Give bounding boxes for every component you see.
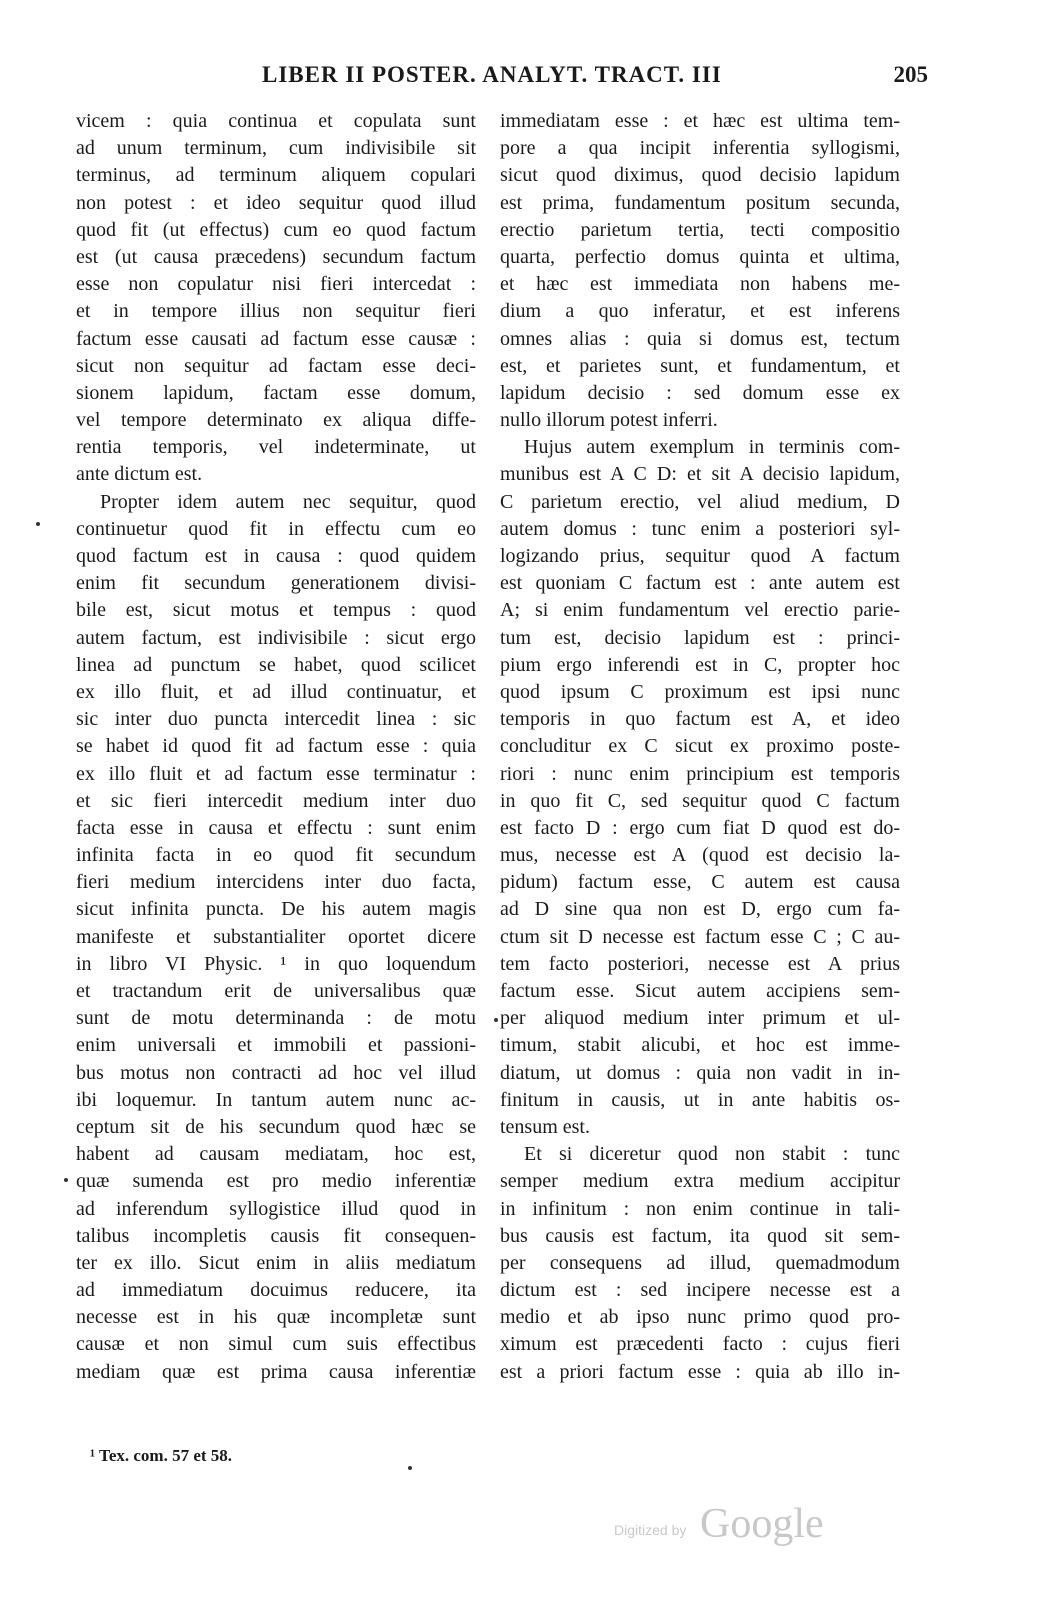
- text-line: et hæc est immediata non habens me-: [500, 273, 900, 296]
- right-text-column: [500, 108, 900, 1386]
- digitized-watermark: [614, 1500, 844, 1550]
- text-line: habent ad causam mediatam, hoc est,: [76, 1143, 476, 1166]
- text-line: est prima, fundamentum positum secunda,: [500, 191, 900, 214]
- text-line: C parietum erectio, vel aliud medium, D: [500, 490, 900, 513]
- text-line: ad immediatum docuimus reducere, ita: [76, 1279, 476, 1302]
- text-line: dium a quo inferatur, et est inferens: [500, 300, 900, 323]
- text-line: sicut infinita puncta. De his autem magis: [76, 898, 476, 921]
- text-line: quod factum est in causa : quod quidem: [76, 545, 476, 567]
- text-line: nullo illorum potest inferri.: [500, 409, 718, 432]
- text-line: est, et parietes sunt, et fundamentum, et: [500, 354, 900, 377]
- text-line: non potest : et ideo sequitur quod illud: [76, 191, 476, 214]
- text-line: vicem : quia continua et copulata sunt: [76, 110, 476, 132]
- left-text-column: [76, 108, 476, 1386]
- text-line: facta esse in causa et effectu : sunt enim: [76, 816, 476, 839]
- text-line: tensum est.: [500, 1115, 590, 1138]
- text-line: bus motus non contracti ad hoc vel illud: [76, 1061, 476, 1084]
- text-line: bile est, sicut motus et tempus : quod: [76, 599, 476, 622]
- text-line: mus, necesse est A (quod est decisio la-: [500, 844, 900, 867]
- speck: [408, 1466, 412, 1470]
- watermark-logo-text: Google: [700, 1501, 824, 1547]
- text-line: in quo fit C, sed sequitur quod C factum: [500, 789, 900, 812]
- text-line: esse non copulatur nisi fieri intercedat :: [76, 273, 476, 296]
- text-line: Hujus autem exemplum in terminis com-: [524, 436, 900, 459]
- text-line: sic inter duo puncta intercedit linea : sic: [76, 708, 476, 731]
- text-line: quod fit (ut effectus) cum eo quod factum: [76, 218, 476, 241]
- text-line: pore a qua incipit inferentia syllogismi,: [500, 137, 900, 160]
- text-line: semper medium extra medium accipitur: [500, 1170, 900, 1193]
- text-line: factum esse causati ad factum esse causæ :: [76, 327, 476, 350]
- text-line: ximum est præcedenti facto : cujus fieri: [500, 1333, 900, 1356]
- text-line: erectio parietum tertia, tecti compositio: [500, 218, 900, 241]
- text-line: omnes alias : quia si domus est, tectum: [500, 327, 900, 350]
- text-line: ex illo fluit et ad factum esse terminatur :: [76, 762, 476, 785]
- text-line: autem domus : tunc enim a posteriori syl-: [500, 517, 900, 540]
- text-line: rentia temporis, vel indeterminate, ut: [76, 436, 476, 459]
- text-line: ad inferendum syllogistice illud quod in: [76, 1197, 476, 1220]
- text-line: est quoniam C factum est : ante autem est: [500, 572, 900, 595]
- text-line: talibus incompletis causis fit consequen-: [76, 1224, 476, 1247]
- text-line: tem facto posteriori, necesse est A prius: [500, 952, 900, 975]
- footnote: ¹ Tex. com. 57 et 58.: [90, 1446, 233, 1465]
- text-line: linea ad punctum se habet, quod scilicet: [76, 653, 476, 676]
- text-line: est a priori factum esse : quia ab illo in-: [500, 1360, 900, 1383]
- text-line: et tractandum erit de universalibus quæ: [76, 980, 476, 1002]
- text-line: munibus est A C D: et sit A decisio lapidum,: [500, 463, 900, 486]
- text-line: in libro VI Physic. ¹ in quo loquendum: [76, 952, 476, 975]
- text-line: ter ex illo. Sicut enim in aliis mediatum: [76, 1251, 476, 1274]
- text-line: sicut non sequitur ad factam esse deci-: [76, 354, 476, 377]
- text-line: per consequens ad illud, quemadmodum: [500, 1251, 900, 1274]
- text-line: concluditur ex C sicut ex proximo poste-: [500, 735, 900, 758]
- text-line: quarta, perfectio domus quinta et ultima,: [500, 245, 900, 268]
- text-line: vel tempore determinato ex aliqua diffe-: [76, 409, 476, 432]
- text-line: quæ sumenda est pro medio inferentiæ: [76, 1170, 476, 1193]
- text-line: factum esse. Sicut autem accipiens sem-: [500, 980, 900, 1002]
- text-line: timum, stabit alicubi, et hoc est imme-: [500, 1034, 900, 1057]
- text-line: diatum, ut domus : quia non vadit in in-: [500, 1061, 900, 1084]
- text-line: logizando prius, sequitur quod A factum: [500, 545, 900, 567]
- text-line: ante dictum est.: [76, 463, 203, 486]
- text-line: est facto D : ergo cum fiat D quod est do-: [500, 816, 900, 839]
- text-line: ad D sine qua non est D, ergo cum fa-: [500, 898, 900, 921]
- text-line: Propter idem autem nec sequitur, quod: [100, 490, 476, 513]
- text-line: temporis in quo factum est A, et ideo: [500, 708, 900, 731]
- text-line: tum est, decisio lapidum est : princi-: [500, 626, 900, 649]
- text-line: infinita facta in eo quod fit secundum: [76, 844, 476, 867]
- speck: [64, 1178, 68, 1182]
- text-line: ad unum terminum, cum indivisibile sit: [76, 137, 476, 160]
- text-line: ibi loquemur. In tantum autem nunc ac-: [76, 1088, 476, 1111]
- text-line: causæ et non simul cum suis effectibus: [76, 1333, 476, 1356]
- text-line: ceptum sit de his secundum quod hæc se: [76, 1115, 476, 1138]
- text-line: mediam quæ est prima causa inferentiæ: [76, 1360, 476, 1383]
- text-line: ex illo fluit, et ad illud continuatur, et: [76, 680, 476, 703]
- speck: [494, 1018, 498, 1022]
- text-line: pidum) factum esse, C autem est causa: [500, 871, 900, 894]
- text-line: fieri medium intercidens inter duo facta,: [76, 871, 476, 894]
- text-line: enim fit secundum generationem divisi-: [76, 572, 476, 595]
- text-line: A; si enim fundamentum vel erectio parie-: [500, 599, 900, 622]
- text-line: medio et ab ipso nunc primo quod pro-: [500, 1306, 900, 1329]
- text-line: dictum est : sed incipere necesse est a: [500, 1279, 900, 1302]
- text-line: necesse est in his quæ incompletæ sunt: [76, 1306, 476, 1329]
- text-line: terminus, ad terminum aliquem copulari: [76, 164, 476, 187]
- page-header: [0, 62, 1048, 96]
- text-line: et in tempore illius non sequitur fieri: [76, 300, 476, 323]
- text-line: per aliquod medium inter primum et ul-: [500, 1007, 900, 1030]
- page-number: 205: [893, 62, 928, 87]
- text-line: immediatam esse : et hæc est ultima tem-: [500, 110, 900, 132]
- text-line: bus causis est factum, ita quod sit sem-: [500, 1224, 900, 1247]
- text-line: est (ut causa præcedens) secundum factum: [76, 245, 476, 268]
- text-line: lapidum decisio : sed domum esse ex: [500, 381, 900, 404]
- text-line: sionem lapidum, factam esse domum,: [76, 381, 476, 404]
- text-line: quod ipsum C proximum est ipsi nunc: [500, 680, 900, 703]
- text-line: se habet id quod fit ad factum esse : quia: [76, 735, 476, 758]
- text-line: sunt de motu determinanda : de motu: [76, 1007, 476, 1030]
- text-line: in infinitum : non enim continue in tali-: [500, 1197, 900, 1220]
- text-line: continuetur quod fit in effectu cum eo: [76, 517, 476, 540]
- text-line: et sic fieri intercedit medium inter duo: [76, 789, 476, 812]
- watermark-small-text: Digitized by: [614, 1522, 687, 1538]
- text-line: autem factum, est indivisibile : sicut ergo: [76, 626, 476, 649]
- text-line: enim universali et immobili et passioni-: [76, 1034, 476, 1057]
- text-line: finitum in causis, ut in ante habitis os-: [500, 1088, 900, 1111]
- speck: [36, 522, 40, 526]
- text-line: pium ergo inferendi est in C, propter hoc: [500, 653, 900, 676]
- text-line: riori : nunc enim principium est temporis: [500, 762, 900, 785]
- text-line: sicut quod diximus, quod decisio lapidum: [500, 164, 900, 187]
- text-line: manifeste et substantialiter oportet dicere: [76, 925, 476, 948]
- text-line: ctum sit D necesse est factum esse C ; C au-: [500, 925, 900, 948]
- running-title: LIBER II POSTER. ANALYT. TRACT. III: [262, 62, 722, 87]
- text-line: Et si diceretur quod non stabit : tunc: [524, 1143, 900, 1166]
